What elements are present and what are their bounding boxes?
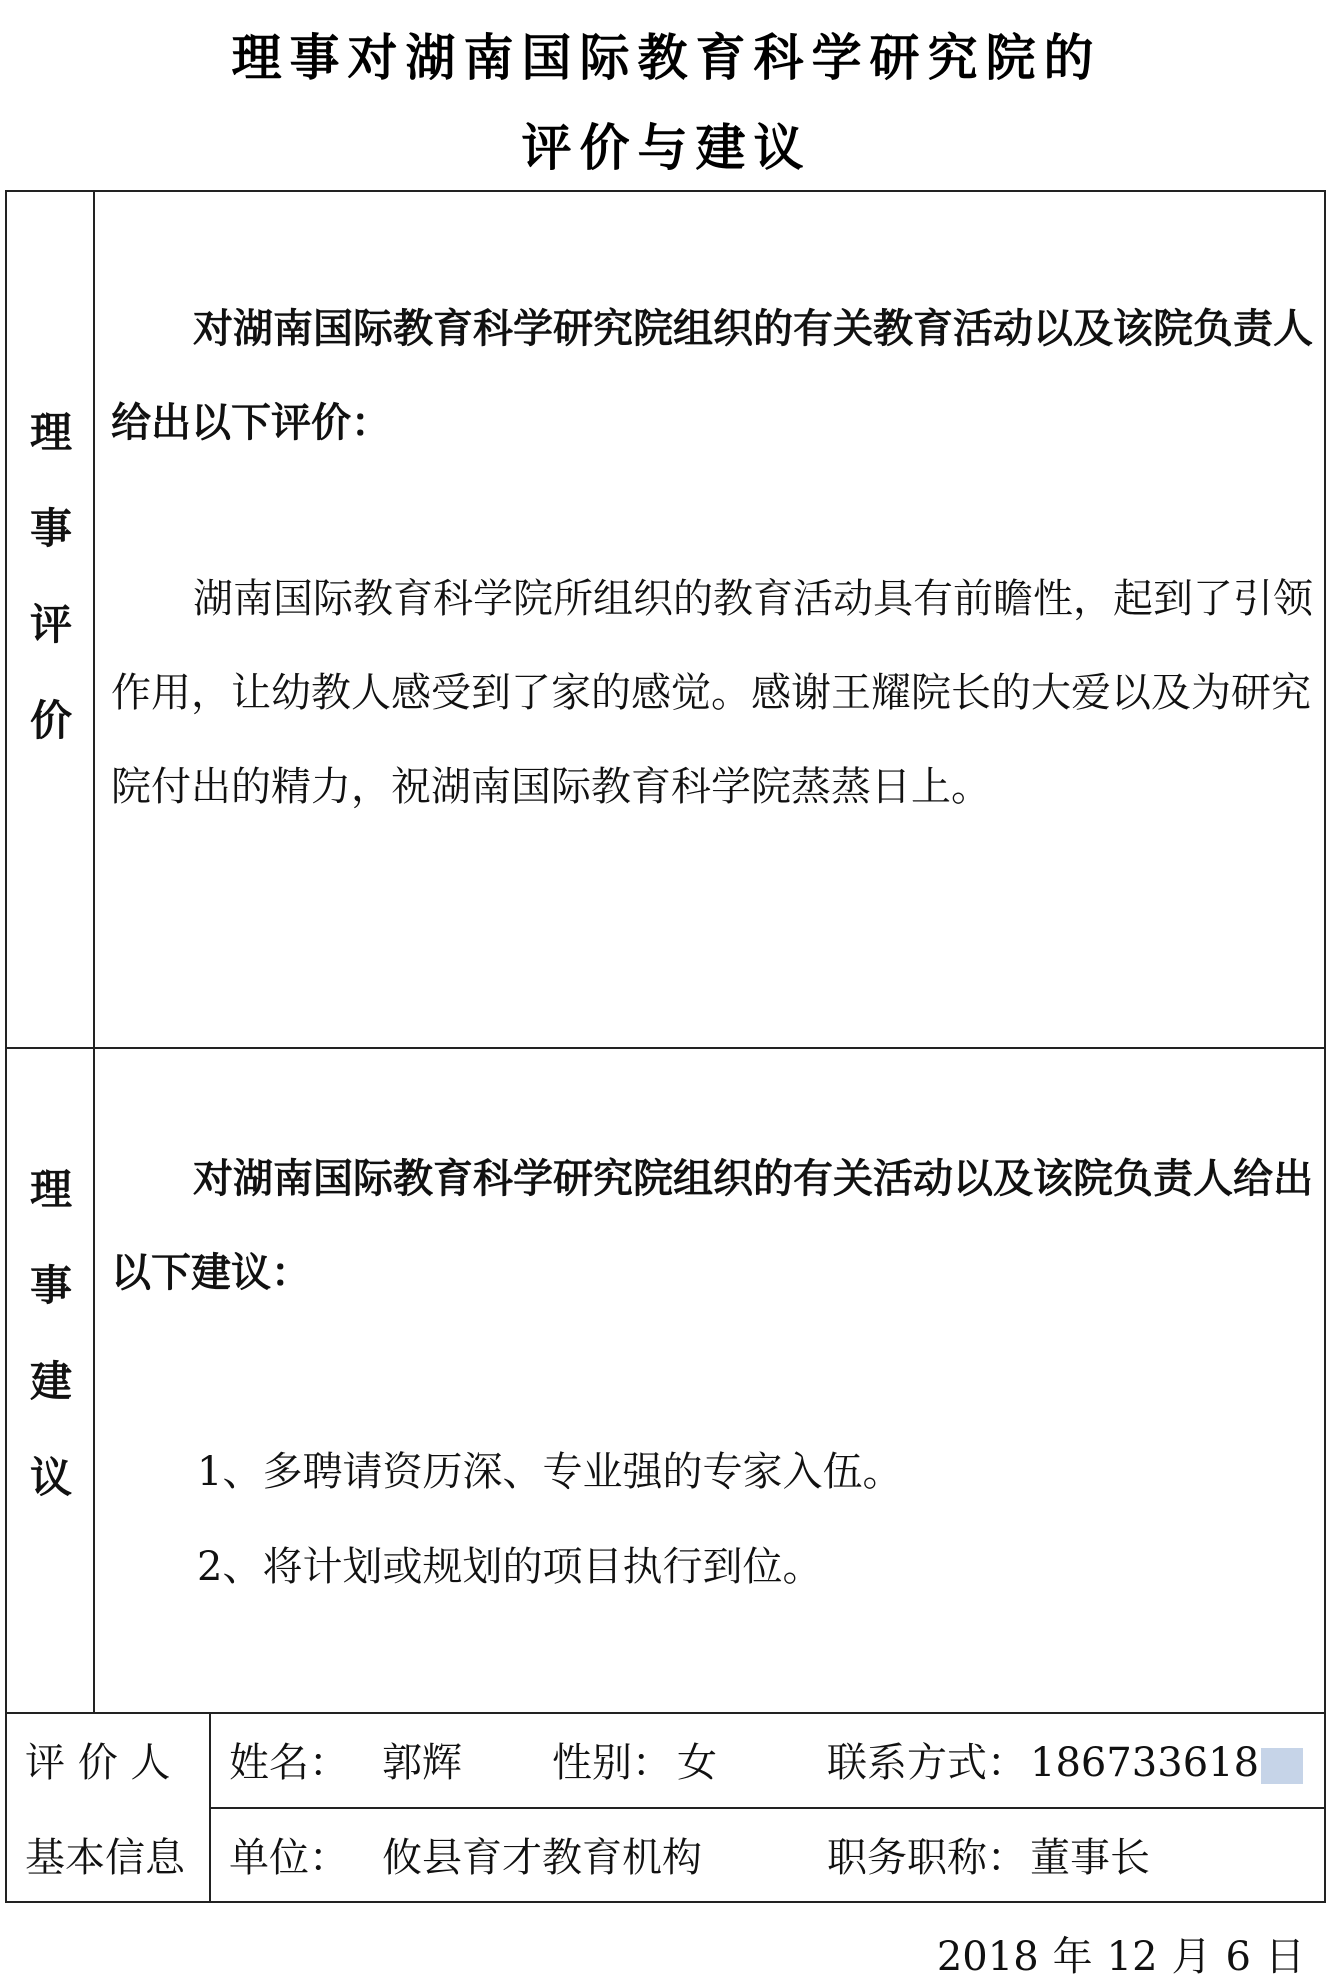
evaluation-form (5, 190, 1326, 1903)
document-date (923, 1925, 1305, 1982)
name-value: 郭辉 (382, 1740, 462, 1786)
info-label-divider (209, 1712, 211, 1903)
unit-label: 单位： (229, 1835, 349, 1881)
document-title-line2: 评价与建议 (521, 119, 812, 177)
side-char: 议 (29, 1453, 72, 1502)
side-char: 理 (29, 408, 72, 457)
info-row-divider (210, 1807, 1326, 1809)
side-char: 价 (29, 696, 72, 745)
contact-value: 186733618 (1030, 1740, 1260, 1786)
evaluation-side-label (7, 408, 95, 796)
unit-value: 攸县育才教育机构 (382, 1835, 702, 1881)
suggestion-intro: 对湖南国际教育科学研究院组织的有关活动以及该院负责人给出以下建议： (111, 1156, 1313, 1296)
evaluation-body: 湖南国际教育科学院所组织的教育活动具有前瞻性，起到了引领作用，让幼教人感受到了家的感觉。感谢王耀院长的大爱以及为研究院付出的精力，祝湖南国际教育科学院蒸蒸日上。 (111, 576, 1313, 810)
contact-field (1030, 1738, 1303, 1788)
info-section-divider (7, 1712, 1326, 1714)
evaluator-label-line1: 评 价 人 (25, 1740, 171, 1786)
date-day: 6 (1225, 1934, 1251, 1980)
side-char: 理 (29, 1165, 72, 1214)
evaluator-label-line2: 基本信息 (25, 1835, 185, 1881)
date-month: 12 (1106, 1934, 1158, 1980)
side-char: 评 (29, 600, 72, 649)
contact-label: 联系方式： (827, 1740, 1027, 1786)
evaluation-intro: 对湖南国际教育科学研究院组织的有关教育活动以及该院负责人给出以下评价： (111, 306, 1313, 446)
document-title-line1: 理事对湖南国际教育科学研究院的 (231, 29, 1102, 87)
date-month-unit: 月 (1171, 1934, 1212, 1980)
side-char: 事 (29, 1261, 72, 1310)
redaction-mark (1261, 1748, 1303, 1784)
side-char: 事 (29, 504, 72, 553)
position-title-label: 职务职称： (827, 1835, 1027, 1881)
section-divider (7, 1047, 1326, 1049)
name-label: 姓名： (229, 1740, 349, 1786)
date-day-unit: 日 (1265, 1934, 1305, 1980)
suggestion-item: 2、将计划或规划的项目执行到位。 (197, 1544, 823, 1590)
date-year: 2018 (936, 1934, 1039, 1980)
date-year-unit: 年 (1052, 1934, 1093, 1980)
gender-label: 性别： (552, 1740, 672, 1786)
gender-value: 女 (677, 1740, 717, 1786)
position-title-value: 董事长 (1030, 1835, 1150, 1881)
suggestion-item: 1、多聘请资历深、专业强的专家入伍。 (197, 1449, 903, 1495)
side-char: 建 (29, 1357, 72, 1406)
suggestion-side-label (7, 1165, 95, 1553)
